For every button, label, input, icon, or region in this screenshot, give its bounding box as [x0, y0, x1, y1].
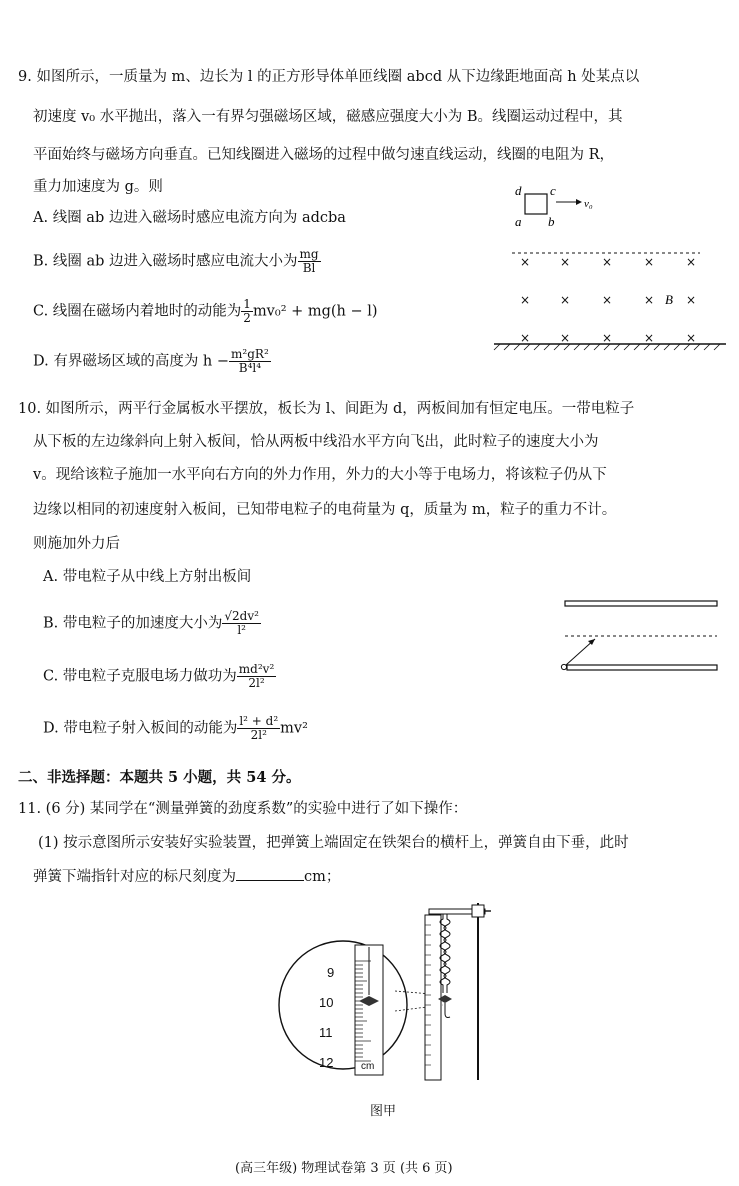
q9-option-c-text: C. 线圈在磁场内着地时的动能为 [33, 303, 242, 320]
svg-text:×: × [602, 331, 613, 345]
q9-option-a: A. 线圈 ab 边进入磁场时感应电流方向为 adcba [33, 210, 346, 226]
q10-line-5: 则施加外力后 [33, 536, 120, 552]
denominator: B⁴l⁴ [238, 361, 262, 376]
q10-option-a: A. 带电粒子从中线上方射出板间 [43, 569, 252, 585]
svg-text:×: × [520, 255, 531, 269]
svg-text:×: × [686, 331, 697, 345]
q11-spring-apparatus-figure [275, 895, 495, 1085]
q9-option-c-suffix: mv₀² + mg(h − l) [252, 303, 378, 320]
scale-label-9: 9 [327, 965, 335, 980]
q9-option-d-text: D. 有界磁场区域的高度为 h − [33, 353, 230, 370]
denominator: Bl [302, 261, 316, 276]
numerator: m²gR² [231, 347, 269, 361]
q9-option-c [33, 298, 378, 325]
q11-line-3-text: 弹簧下端指针对应的标尺刻度为 [33, 869, 236, 885]
q9-option-d [33, 348, 271, 375]
q10-line-3: v。现给该粒子施加一水平向右方向的外力作用，外力的大小等于电场力，将该粒子仍从下 [33, 467, 607, 483]
svg-text:×: × [560, 331, 571, 345]
q10-option-c-text: C. 带电粒子克服电场力做功为 [43, 668, 237, 685]
q10-line-1: 10. 如图所示，两平行金属板水平摆放，板长为 l、间距为 d，两板间加有恒定电压。一带电粒子 [18, 401, 635, 417]
q9-option-d-fraction [229, 348, 271, 375]
q9-option-b-fraction [298, 248, 321, 275]
q10-line-4: 边缘以相同的初速度射入板间，已知带电粒子的电荷量为 q，质量为 m，粒子的重力不计。 [33, 502, 617, 518]
magnifier-circle [279, 941, 407, 1069]
coil-corner-b: b [548, 214, 555, 229]
page-footer: (高三年级) 物理试卷第 3 页 (共 6 页) [235, 1161, 453, 1176]
q10-option-c [43, 663, 276, 690]
velocity-label: v₀ [584, 198, 593, 210]
numerator: md²v² [238, 662, 275, 676]
field-label-b: B [665, 292, 673, 307]
q11-line-3-unit: cm； [304, 869, 341, 885]
q9-line-1: 9. 如图所示，一质量为 m、边长为 l 的正方形导体单匝线圈 abcd 从下边缘距地面高 h 处某点以 [18, 69, 640, 85]
coil-square [525, 194, 547, 214]
q10-option-d-text: D. 带电粒子射入板间的动能为 [43, 720, 238, 737]
svg-text:×: × [602, 293, 613, 307]
q9-option-b-text: B. 线圈 ab 边进入磁场时感应电流大小为 [33, 253, 298, 270]
denominator: 2 [243, 311, 251, 326]
q10-option-b-text: B. 带电粒子的加速度大小为 [43, 615, 223, 632]
scale-label-10: 10 [319, 995, 334, 1010]
svg-text:×: × [686, 293, 697, 307]
clamp [472, 905, 484, 917]
svg-text:×: × [520, 293, 531, 307]
q10-option-d-suffix: mv² [280, 720, 308, 737]
q9-option-b [33, 248, 321, 275]
q10-option-c-fraction [237, 663, 276, 690]
svg-text:×: × [520, 331, 531, 345]
denominator: l² [237, 623, 246, 638]
numerator: 1 [243, 297, 251, 311]
answer-blank[interactable] [236, 868, 304, 881]
coil-corner-c: c [550, 183, 556, 198]
denominator: 2l² [250, 728, 267, 743]
velocity-arrow-head [576, 199, 582, 205]
svg-text:×: × [644, 255, 655, 269]
svg-text:×: × [560, 293, 571, 307]
q11-line-3 [33, 868, 340, 885]
q11-line-1: 11. (6 分) 某同学在“测量弹簧的劲度系数”的实验中进行了如下操作： [18, 801, 468, 817]
svg-text:×: × [602, 255, 613, 269]
svg-text:×: × [644, 293, 655, 307]
svg-text:×: × [686, 255, 697, 269]
q9-magnetic-field-figure [490, 180, 730, 355]
denominator: 2l² [248, 676, 265, 691]
spring-back [444, 914, 450, 993]
numerator: l² + d² [239, 714, 279, 728]
q11-line-2: (1) 按示意图所示安装好实验装置，把弹簧上端固定在铁架台的横杆上，弹簧自由下垂，此时 [38, 835, 629, 851]
upper-plate [565, 601, 717, 606]
coil-corner-d: d [515, 183, 522, 198]
q10-option-b [43, 610, 261, 637]
scale-label-11: 11 [319, 1025, 333, 1040]
q9-line-2: 初速度 v₀ 水平抛出，落入一有界匀强磁场区域，磁感应强度大小为 B。线圈运动过程中，其 [33, 109, 623, 125]
q9-option-c-fraction [241, 298, 253, 325]
svg-text:×: × [560, 255, 571, 269]
svg-text:×: × [644, 331, 655, 345]
q9-line-3: 平面始终与磁场方向垂直。已知线圈进入磁场的过程中做匀速直线运动，线圈的电阻为 R， [33, 147, 615, 163]
q10-option-b-fraction [222, 610, 261, 637]
q10-option-d-fraction [237, 715, 280, 742]
particle [561, 664, 566, 669]
q9-line-4: 重力加速度为 g。则 [33, 179, 163, 195]
numerator: √2dv² [224, 609, 259, 623]
coil-corner-a: a [515, 214, 522, 229]
q10-line-2: 从下板的左边缘斜向上射入板间，恰从两板中线沿水平方向飞出，此时粒子的速度大小为 [33, 434, 599, 450]
scale-label-12: 12 [319, 1055, 334, 1070]
q10-parallel-plates-figure [555, 595, 730, 680]
numerator: mg [299, 247, 319, 261]
section-two-heading: 二、非选择题：本题共 5 小题，共 54 分。 [18, 769, 301, 786]
lower-plate [567, 665, 717, 670]
figure-caption: 图甲 [370, 1104, 397, 1119]
q10-option-d [43, 715, 308, 742]
scale-unit: cm [361, 1061, 375, 1072]
spring-hook [445, 1003, 450, 1018]
